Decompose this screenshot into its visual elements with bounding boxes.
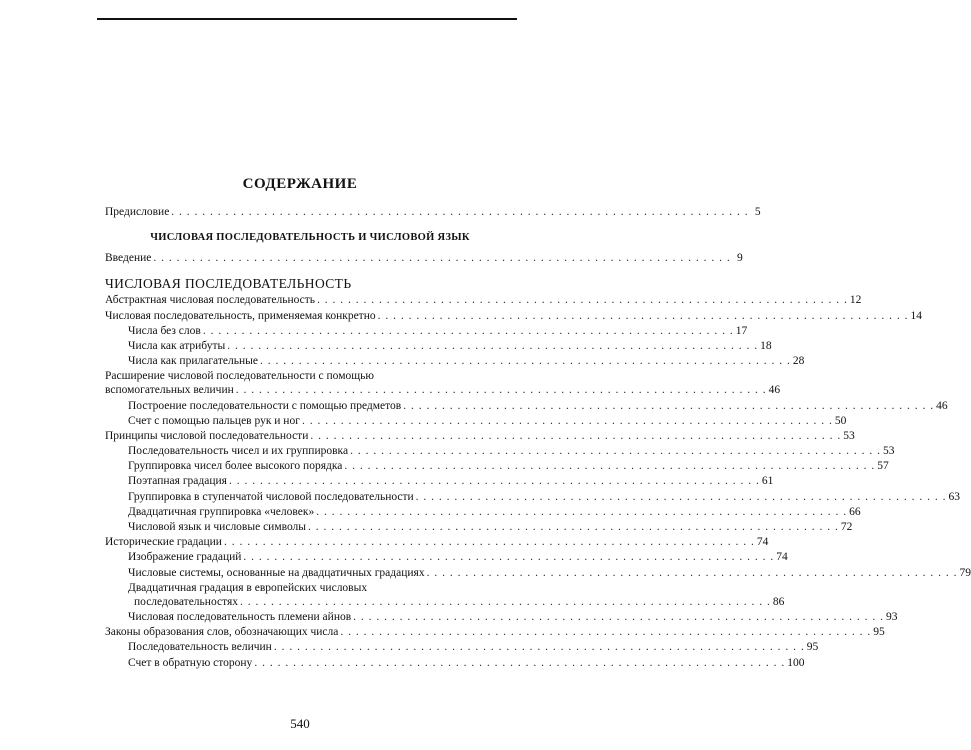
entry-text: Построение последовательности с помощью предметов bbox=[128, 399, 402, 412]
entry-text: Числа как прилагательные bbox=[128, 355, 258, 368]
entry-text: Принципы числовой последовательности bbox=[105, 429, 309, 442]
leader-dots: . . . . . . . . . . . . . . . . . . . . . . . . . . . . . . . . . . . . . . . . . . . . . . . . . . . . . . . . . . . . . . . . . . . . . bbox=[254, 656, 786, 669]
toc-entry[interactable] bbox=[105, 309, 922, 324]
toc-entry-line1[interactable] bbox=[105, 581, 515, 595]
entry-page: 53 bbox=[843, 429, 855, 442]
entry-page: 61 bbox=[761, 475, 774, 488]
leader-dots: . . . . . . . . . . . . . . . . . . . . . . . . . . . . . . . . . . . . . . . . . . . . . . . . . . . . . . . . . . . . . . . . . . . . . . . . . . . bbox=[171, 206, 749, 218]
toc-entry[interactable] bbox=[105, 490, 961, 505]
toc-entry[interactable] bbox=[105, 354, 805, 369]
entry-text: Двадцатичная группировка «человек» bbox=[128, 505, 315, 518]
entry-text: Исторические градации bbox=[105, 536, 222, 549]
leader-dots: . . . . . . . . . . . . . . . . . . . . . . . . . . . . . . . . . . . . . . . . . . . . . . . . . . . . . . . . . . . . . . . . . . . . . bbox=[353, 610, 885, 623]
entry-page: 9 bbox=[736, 252, 743, 265]
toc-entry-line2[interactable] bbox=[105, 595, 785, 610]
leader-dots: . . . . . . . . . . . . . . . . . . . . . . . . . . . . . . . . . . . . . . . . . . . . . . . . . . . . . . . . . . . . . . . . . . . . . bbox=[426, 566, 958, 579]
toc-entry[interactable] bbox=[105, 550, 788, 565]
toc-entry[interactable] bbox=[105, 399, 948, 414]
entry-text: Изображение градаций bbox=[128, 551, 242, 564]
entry-text: Поэтапная градация bbox=[128, 475, 227, 488]
entry-text: Группировка чисел более высокого порядка bbox=[128, 460, 343, 473]
leader-dots: . . . . . . . . . . . . . . . . . . . . . . . . . . . . . . . . . . . . . . . . . . . . . . . . . . . . . . . . . . . . . . . . . . . . . bbox=[223, 536, 755, 549]
entry-text: Введение bbox=[105, 252, 152, 265]
leader-dots: . . . . . . . . . . . . . . . . . . . . . . . . . . . . . . . . . . . . . . . . . . . . . . . . . . . . . . . . . . . . . . . . . . . . . bbox=[340, 626, 872, 639]
entry-page: 74 bbox=[776, 551, 788, 564]
leader-dots: . . . . . . . . . . . . . . . . . . . . . . . . . . . . . . . . . . . . . . . . . . . . . . . . . . . . . . . . . . . . . . . . . . . . . bbox=[202, 324, 734, 337]
toc-entry[interactable] bbox=[105, 293, 862, 308]
entry-page: 5 bbox=[754, 206, 761, 218]
leader-dots: . . . . . . . . . . . . . . . . . . . . . . . . . . . . . . . . . . . . . . . . . . . . . . . . . . . . . . . . . . . . . . . . . . . . . bbox=[228, 475, 760, 488]
toc-entry[interactable] bbox=[105, 429, 855, 444]
toc-entry[interactable] bbox=[105, 640, 819, 655]
entry-text: Числовая последовательность, применяемая конкретно bbox=[105, 309, 376, 322]
entry-page: 63 bbox=[948, 490, 961, 503]
leader-dots: . . . . . . . . . . . . . . . . . . . . . . . . . . . . . . . . . . . . . . . . . . . . . . . . . . . . . . . . . . . . . . . . . . . . . bbox=[259, 355, 791, 368]
toc-entry[interactable] bbox=[105, 339, 772, 354]
leader-dots: . . . . . . . . . . . . . . . . . . . . . . . . . . . . . . . . . . . . . . . . . . . . . . . . . . . . . . . . . . . . . . . . . . . . . bbox=[235, 384, 767, 397]
leader-dots: . . . . . . . . . . . . . . . . . . . . . . . . . . . . . . . . . . . . . . . . . . . . . . . . . . . . . . . . . . . . . . . . . . . . . bbox=[316, 505, 848, 518]
leader-dots: . . . . . . . . . . . . . . . . . . . . . . . . . . . . . . . . . . . . . . . . . . . . . . . . . . . . . . . . . . . . . . . . . . . . . bbox=[273, 641, 805, 654]
part-heading: ЧИСЛОВАЯ ПОСЛЕДОВАТЕЛЬНОСТЬ И ЧИСЛОВОЙ ЯЗЫК bbox=[150, 232, 470, 244]
leader-dots: . . . . . . . . . . . . . . . . . . . . . . . . . . . . . . . . . . . . . . . . . . . . . . . . . . . . . . . . . . . . . . . . . . . . . bbox=[301, 414, 833, 427]
toc-entry-line1[interactable] bbox=[105, 369, 515, 383]
entry-page: 79 bbox=[959, 566, 971, 579]
top-rule bbox=[97, 18, 517, 20]
toc-entry-preface[interactable] bbox=[105, 205, 761, 220]
entry-page: 66 bbox=[849, 505, 861, 518]
toc-entry[interactable] bbox=[105, 444, 895, 459]
entry-page: 95 bbox=[873, 626, 885, 639]
entry-page: 53 bbox=[882, 445, 895, 458]
toc-entry[interactable] bbox=[105, 625, 885, 640]
toc-entry[interactable] bbox=[105, 505, 861, 520]
entry-text: вспомогательных величин bbox=[105, 384, 234, 397]
entry-page: 74 bbox=[756, 536, 769, 549]
entry-text: Предисловие bbox=[105, 206, 170, 218]
entry-text: Последовательность чисел и их группировка bbox=[128, 445, 349, 458]
entry-page: 50 bbox=[834, 414, 847, 427]
entry-text: Счет с помощью пальцев рук и ног bbox=[128, 414, 300, 427]
toc-entry[interactable] bbox=[105, 414, 847, 429]
leader-dots: . . . . . . . . . . . . . . . . . . . . . . . . . . . . . . . . . . . . . . . . . . . . . . . . . . . . . . . . . . . . . . . . . . . . . bbox=[240, 595, 771, 608]
entry-page: 28 bbox=[792, 355, 805, 368]
entry-page: 57 bbox=[877, 460, 889, 473]
entry-text: последовательностях bbox=[134, 595, 238, 608]
toc-entry[interactable] bbox=[105, 610, 898, 625]
toc-entry[interactable] bbox=[105, 324, 748, 339]
entry-text: Последовательность величин bbox=[128, 641, 272, 654]
toc-entry[interactable] bbox=[105, 459, 889, 474]
entry-page: 72 bbox=[840, 521, 853, 533]
entry-text: Числовая последовательность племени айнов bbox=[128, 610, 352, 623]
leader-dots: . . . . . . . . . . . . . . . . . . . . . . . . . . . . . . . . . . . . . . . . . . . . . . . . . . . . . . . . . . . . . . . . . . . . . bbox=[310, 429, 842, 442]
entry-page: 93 bbox=[886, 610, 898, 623]
section-heading: ЧИСЛОВАЯ ПОСЛЕДОВАТЕЛЬНОСТЬ bbox=[105, 276, 352, 292]
entry-page: 14 bbox=[910, 309, 922, 322]
entry-text: Группировка в ступенчатой числовой последовательности bbox=[128, 490, 414, 503]
leader-dots: . . . . . . . . . . . . . . . . . . . . . . . . . . . . . . . . . . . . . . . . . . . . . . . . . . . . . . . . . . . . . . . . . . . . . bbox=[415, 490, 947, 503]
entry-text: Законы образования слов, обозначающих числа bbox=[105, 626, 339, 639]
entry-page: 46 bbox=[768, 384, 781, 397]
page-number: 540 bbox=[290, 716, 310, 731]
leader-dots: . . . . . . . . . . . . . . . . . . . . . . . . . . . . . . . . . . . . . . . . . . . . . . . . . . . . . . . . . . . . . . . . . . . . . bbox=[377, 309, 909, 322]
entry-page: 100 bbox=[787, 656, 805, 669]
entry-text: Абстрактная числовая последовательность bbox=[105, 294, 316, 307]
entry-page: 17 bbox=[735, 324, 748, 337]
leader-dots: . . . . . . . . . . . . . . . . . . . . . . . . . . . . . . . . . . . . . . . . . . . . . . . . . . . . . . . . . . . . . . . . . . . . . bbox=[350, 445, 881, 458]
page-title: СОДЕРЖАНИЕ bbox=[242, 176, 358, 192]
entry-page: 95 bbox=[806, 641, 819, 654]
toc-entry-line2[interactable] bbox=[105, 383, 781, 398]
entry-page: 18 bbox=[760, 339, 772, 352]
entry-text: Числа как атрибуты bbox=[128, 339, 226, 352]
entry-text: Числовой язык и числовые символы bbox=[128, 521, 307, 533]
toc-entry[interactable] bbox=[105, 520, 853, 535]
toc-entry[interactable] bbox=[105, 535, 769, 550]
leader-dots: . . . . . . . . . . . . . . . . . . . . . . . . . . . . . . . . . . . . . . . . . . . . . . . . . . . . . . . . . . . . . . . . . . . . . . . . . . . bbox=[153, 252, 731, 265]
entry-text: Двадцатичная градация в европейских числовых bbox=[128, 581, 368, 594]
entry-text: Числовые системы, основанные на двадцатичных градациях bbox=[128, 566, 425, 579]
leader-dots: . . . . . . . . . . . . . . . . . . . . . . . . . . . . . . . . . . . . . . . . . . . . . . . . . . . . . . . . . . . . . . . . . . . . . bbox=[243, 551, 775, 564]
toc-entry[interactable] bbox=[105, 566, 971, 581]
leader-dots: . . . . . . . . . . . . . . . . . . . . . . . . . . . . . . . . . . . . . . . . . . . . . . . . . . . . . . . . . . . . . . . . . . . . . bbox=[308, 521, 839, 533]
table-of-contents bbox=[105, 205, 971, 671]
leader-dots: . . . . . . . . . . . . . . . . . . . . . . . . . . . . . . . . . . . . . . . . . . . . . . . . . . . . . . . . . . . . . . . . . . . . . bbox=[403, 399, 935, 412]
entry-page: 46 bbox=[936, 399, 948, 412]
leader-dots: . . . . . . . . . . . . . . . . . . . . . . . . . . . . . . . . . . . . . . . . . . . . . . . . . . . . . . . . . . . . . . . . . . . . . bbox=[344, 460, 876, 473]
toc-entry[interactable] bbox=[105, 474, 774, 489]
leader-dots: . . . . . . . . . . . . . . . . . . . . . . . . . . . . . . . . . . . . . . . . . . . . . . . . . . . . . . . . . . . . . . . . . . . . . bbox=[317, 294, 848, 307]
entry-text: Счет в обратную сторону bbox=[128, 656, 253, 669]
entry-text: Расширение числовой последовательности с помощью bbox=[105, 370, 374, 383]
entry-page: 86 bbox=[772, 595, 785, 608]
toc-entry-intro[interactable] bbox=[105, 251, 743, 266]
entry-text: Числа без слов bbox=[128, 324, 201, 337]
leader-dots: . . . . . . . . . . . . . . . . . . . . . . . . . . . . . . . . . . . . . . . . . . . . . . . . . . . . . . . . . . . . . . . . . . . . . bbox=[227, 339, 759, 352]
toc-entry[interactable] bbox=[105, 656, 805, 671]
entry-page: 12 bbox=[849, 294, 862, 307]
